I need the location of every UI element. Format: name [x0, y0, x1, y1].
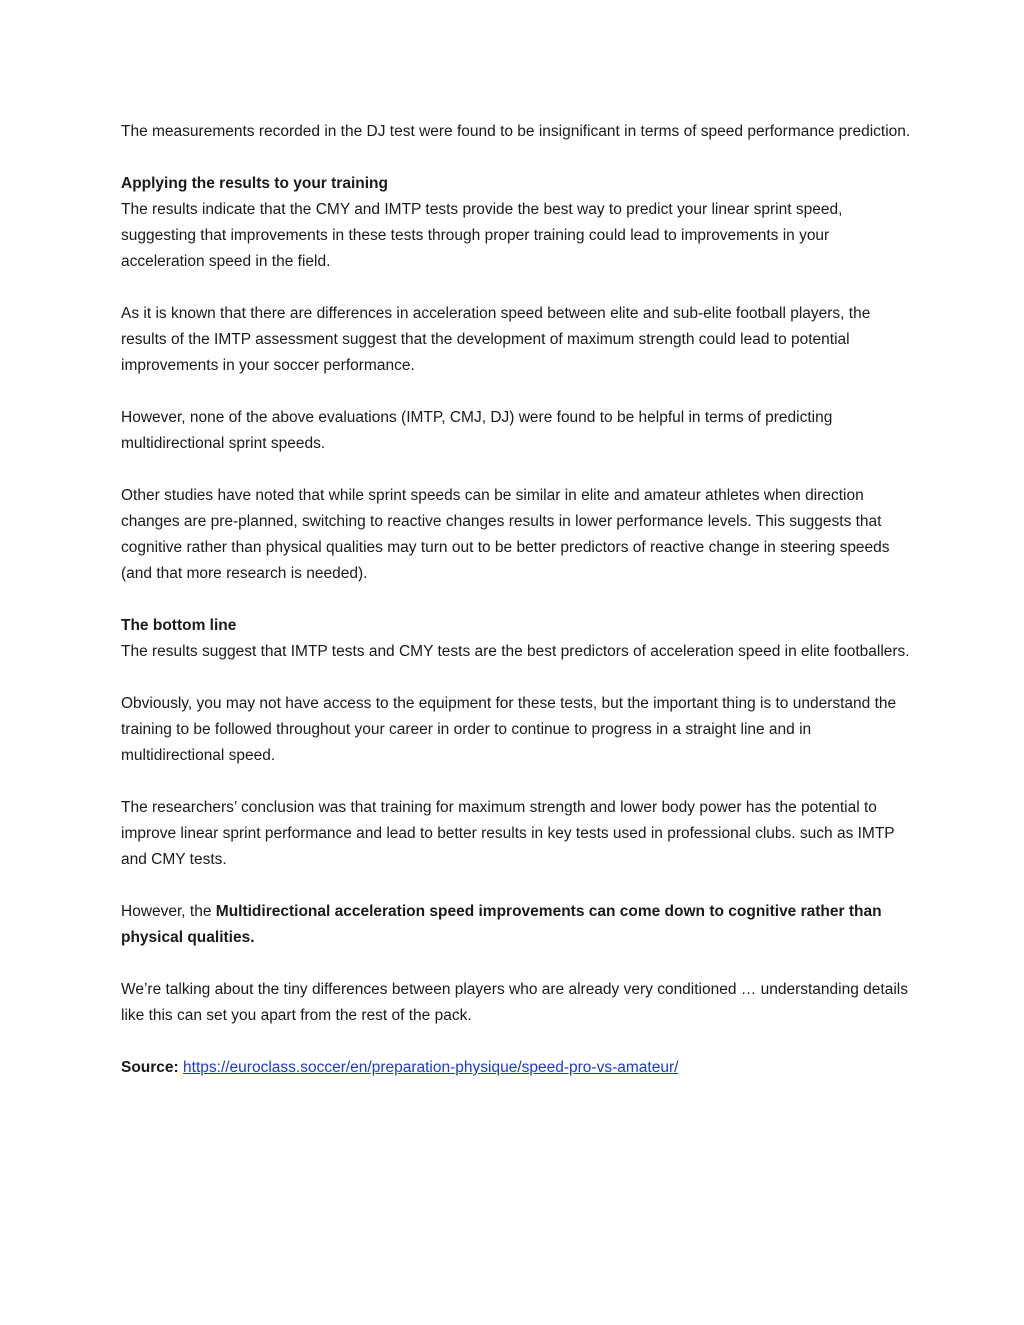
section-applying-results	[121, 171, 913, 275]
section-bottom-line	[121, 613, 913, 665]
source-label: Source:	[121, 1059, 179, 1076]
document-page	[121, 119, 913, 1107]
paragraph-none-helpful: However, none of the above evaluations (IMTP, CMJ, DJ) were found to be helpful in terms of predicting multidirectional sprint speeds.	[121, 409, 833, 452]
multidirectional-emphasis: Multidirectional acceleration speed improvements can come down to cognitive rather than physical qualities.	[121, 903, 882, 946]
paragraph-imtp-assessment: As it is known that there are differences in acceleration speed between elite and sub-elite football players, the results of the IMTP assessment suggest that the development of maximum strength could lead to potential improvements in your soccer performance.	[121, 305, 871, 374]
source-line	[121, 1055, 913, 1081]
paragraph-researchers-conclusion: The researchers’ conclusion was that training for maximum strength and lower body power has the potential to improve linear sprint performance and lead to better results in key tests used in professional clubs. such as IMTP and CMY tests.	[121, 799, 895, 868]
paragraph-results-suggest: The results suggest that IMTP tests and CMY tests are the best predictors of acceleration speed in elite footballers.	[121, 643, 910, 660]
heading-bottom-line: The bottom line	[121, 617, 237, 634]
paragraph-multidirectional	[121, 899, 913, 951]
multidirectional-prefix: However, the	[121, 903, 216, 920]
paragraph-tiny-differences: We’re talking about the tiny differences between players who are already very conditioned … understanding details like this can set you apart from the rest of the pack.	[121, 981, 908, 1024]
heading-applying-results: Applying the results to your training	[121, 175, 388, 192]
paragraph-other-studies: Other studies have noted that while sprint speeds can be similar in elite and amateur athletes when direction changes are pre-planned, switching to reactive changes results in lower performance levels. This suggests that cognitive rather than physical qualities may turn out to be better predictors of reactive change in steering speeds (and that more research is needed).	[121, 487, 890, 582]
paragraph-dj-test: The measurements recorded in the DJ test were found to be insignificant in terms of speed performance prediction.	[121, 123, 911, 140]
source-link[interactable]: https://euroclass.soccer/en/preparation-physique/speed-pro-vs-amateur/	[183, 1059, 679, 1076]
paragraph-results-indicate: The results indicate that the CMY and IMTP tests provide the best way to predict your linear sprint speed, suggesting that improvements in these tests through proper training could lead to improvements in your acceleration speed in the field.	[121, 201, 843, 270]
paragraph-equipment-access: Obviously, you may not have access to the equipment for these tests, but the important thing is to understand the training to be followed throughout your career in order to continue to progress in a straight line and in multidirectional speed.	[121, 695, 897, 764]
